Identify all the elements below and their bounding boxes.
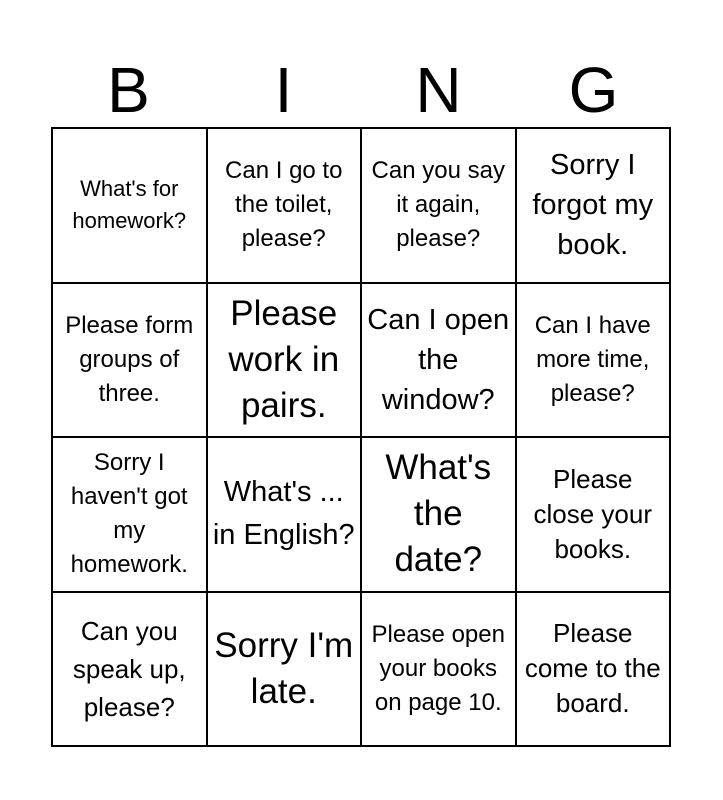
cell-text: Sorry I'm late. xyxy=(214,625,354,711)
header-letter-i: I xyxy=(274,54,293,126)
bingo-cell[interactable] xyxy=(53,593,208,748)
cell-text: Can you speak up, please? xyxy=(72,615,186,722)
bingo-cell[interactable] xyxy=(517,284,672,439)
bingo-cell[interactable] xyxy=(517,593,672,748)
cell-text: Please close your books. xyxy=(533,463,652,564)
cell-text: Can you say it again, please? xyxy=(371,157,505,253)
bingo-cell[interactable] xyxy=(362,438,517,593)
cell-text: Sorry I forgot my book. xyxy=(532,149,654,262)
bingo-cell[interactable] xyxy=(53,438,208,593)
cell-text: Can I have more time, please? xyxy=(534,311,651,407)
bingo-cell[interactable] xyxy=(53,284,208,439)
cell-text: Please work in pairs. xyxy=(228,293,340,425)
bingo-cell[interactable] xyxy=(208,284,363,439)
bingo-header xyxy=(51,52,671,128)
header-letter-n: N xyxy=(415,54,462,126)
cell-text: Please open your books on page 10. xyxy=(371,620,505,716)
cell-text: Sorry I haven't got my homework. xyxy=(70,449,188,579)
cell-text: Can I go to the toilet, please? xyxy=(225,157,343,253)
bingo-cell[interactable] xyxy=(208,129,363,284)
bingo-cell[interactable] xyxy=(362,129,517,284)
cell-text: Please form groups of three. xyxy=(65,311,194,407)
bingo-cell[interactable] xyxy=(517,129,672,284)
header-letter-g: G xyxy=(568,54,619,126)
header-letter-b: B xyxy=(107,54,150,126)
bingo-cell[interactable] xyxy=(362,593,517,748)
bingo-cell[interactable] xyxy=(208,593,363,748)
bingo-cell[interactable] xyxy=(362,284,517,439)
cell-text: Please come to the board. xyxy=(524,618,661,719)
bingo-cell[interactable] xyxy=(208,438,363,593)
bingo-cell[interactable] xyxy=(53,129,208,284)
bingo-card-grid xyxy=(51,127,671,747)
bingo-cell[interactable] xyxy=(517,438,672,593)
cell-text: Can I open the window? xyxy=(367,303,510,416)
cell-text: What's for homework? xyxy=(72,176,187,234)
cell-text: What's ... in English? xyxy=(212,476,355,552)
cell-text: What's the date? xyxy=(385,448,492,580)
